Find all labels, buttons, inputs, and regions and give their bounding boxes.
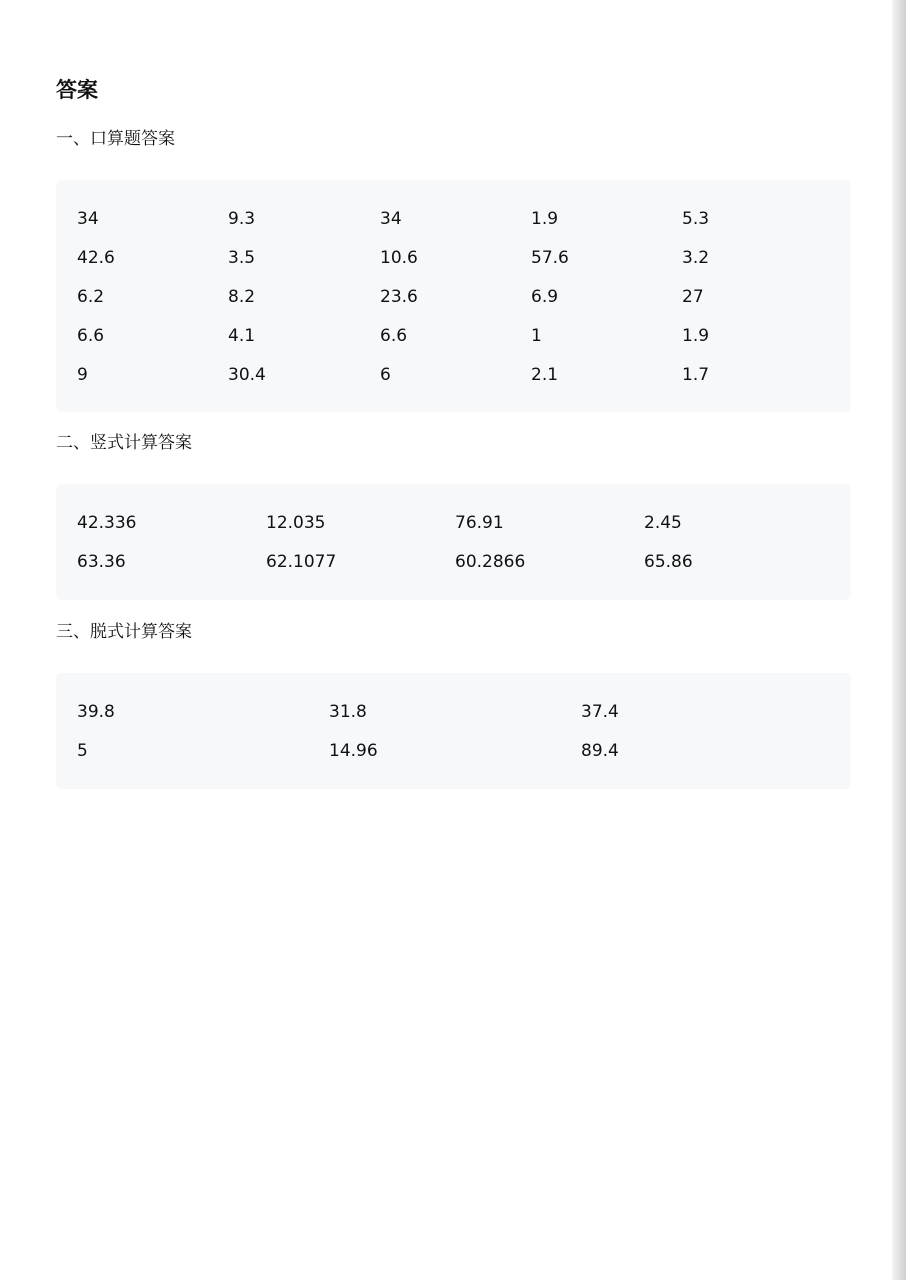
page-title: 答案 (56, 78, 98, 102)
section-heading-oral: 一、口算题答案 (56, 129, 175, 149)
answer-cell: 42.6 (77, 248, 115, 268)
answer-cell: 4.1 (228, 326, 256, 346)
answer-cell: 9 (77, 365, 88, 385)
answer-cell: 6.9 (531, 287, 559, 307)
answer-cell: 6.2 (77, 287, 105, 307)
answer-cell: 12.035 (266, 513, 326, 533)
section-heading-step: 三、脱式计算答案 (56, 622, 192, 642)
answer-cell: 34 (380, 209, 402, 229)
answer-cell: 1 (531, 326, 542, 346)
answer-cell: 31.8 (329, 702, 367, 722)
page-edge-shadow (892, 0, 906, 1280)
answer-cell: 89.4 (581, 741, 619, 761)
answer-cell: 60.2866 (455, 552, 526, 572)
answer-cell: 10.6 (380, 248, 418, 268)
answer-cell: 1.7 (682, 365, 710, 385)
answer-cell: 2.45 (644, 513, 682, 533)
answer-cell: 6.6 (380, 326, 408, 346)
answer-cell: 3.2 (682, 248, 710, 268)
answer-cell: 2.1 (531, 365, 559, 385)
answer-cell: 3.5 (228, 248, 256, 268)
answer-cell: 8.2 (228, 287, 256, 307)
answer-cell: 42.336 (77, 513, 137, 533)
answer-cell: 39.8 (77, 702, 115, 722)
answer-cell: 5 (77, 741, 88, 761)
answer-cell: 9.3 (228, 209, 256, 229)
answer-cell: 5.3 (682, 209, 710, 229)
answer-box-step (56, 673, 851, 789)
answer-cell: 27 (682, 287, 704, 307)
answer-cell: 6.6 (77, 326, 105, 346)
answer-cell: 76.91 (455, 513, 504, 533)
answer-box-vertical (56, 484, 851, 600)
answer-cell: 23.6 (380, 287, 418, 307)
answer-cell: 14.96 (329, 741, 378, 761)
answer-cell: 30.4 (228, 365, 266, 385)
answer-cell: 6 (380, 365, 391, 385)
answer-cell: 65.86 (644, 552, 693, 572)
answer-cell: 37.4 (581, 702, 619, 722)
answer-box-oral (56, 180, 851, 412)
answer-cell: 63.36 (77, 552, 126, 572)
answer-cell: 1.9 (682, 326, 710, 346)
answer-cell: 34 (77, 209, 99, 229)
answer-cell: 57.6 (531, 248, 569, 268)
answer-cell: 62.1077 (266, 552, 337, 572)
answer-cell: 1.9 (531, 209, 559, 229)
section-heading-vertical: 二、竖式计算答案 (56, 433, 192, 453)
